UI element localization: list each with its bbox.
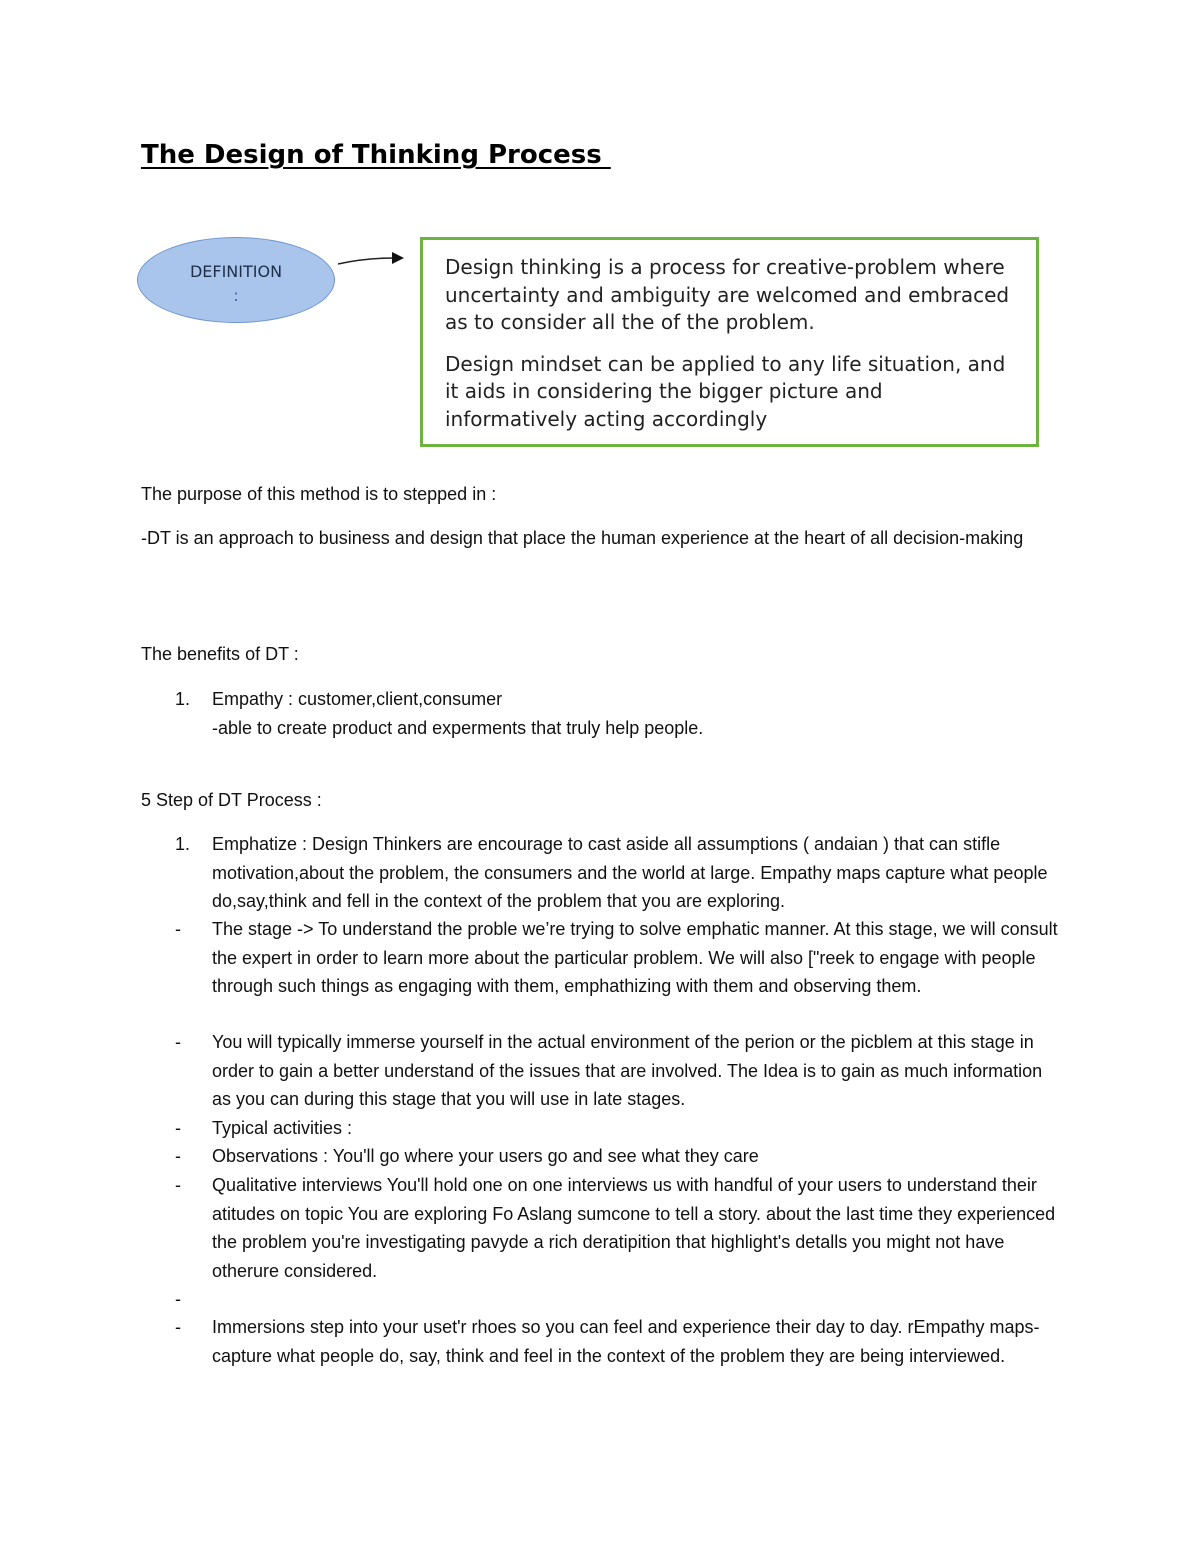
definition-paragraph-1: Design thinking is a process for creative-problem where uncertainty and ambiguity are welcomed and embraced as to consider all the of the problem.	[445, 255, 1010, 334]
step-text: Typical activities :	[212, 1118, 353, 1138]
step-text: Immersions step into your uset'r rhoes so you can feel and experience their day to day. rEmpathy maps- capture what people do, say, think and feel in the context of the problem they are being interviewed.	[212, 1317, 1040, 1366]
list-marker: -	[175, 1289, 181, 1309]
page-title: The Design of Thinking Process	[141, 140, 611, 170]
definition-paragraph-2: Design mindset can be applied to any life situation, and it aids in considering the bigger picture and informatively acting accordingly	[445, 351, 1006, 431]
benefit-line-2: -able to create product and experments that truly help people.	[212, 717, 704, 738]
list-marker: -	[175, 919, 181, 939]
definition-label: DEFINITION	[189, 262, 283, 281]
list-marker: -	[175, 1175, 181, 1195]
definition-box	[420, 237, 1039, 447]
purpose-heading: The purpose of this method is to stepped in :	[141, 484, 497, 504]
definition-colon: :	[233, 286, 239, 305]
list-marker: 1.	[175, 689, 191, 709]
benefit-item	[141, 685, 1061, 745]
list-marker: 1.	[175, 834, 191, 854]
step-text: Qualitative interviews You'll hold one on one interviews us with handful of your users to understand their atitudes on topic You are exploring Fo Aslang sumcone to tell a story. about the last time they experienced the problem you're investigating pavyde a rich deratipition that highlight's detalls you might not have otherure considered.	[212, 1175, 1056, 1281]
definition-ellipse	[137, 237, 335, 323]
list-marker: -	[175, 1032, 181, 1052]
step-text: You will typically immerse yourself in the actual environment of the perion or the picblem at this stage in order to gain a better understand of the issues that are involved. The Idea is to gain as much information as you can during this stage that you will use in late stages.	[212, 1032, 1043, 1109]
list-marker: -	[175, 1317, 181, 1337]
purpose-text: -DT is an approach to business and design that place the human experience at the heart of all decision-making	[141, 528, 1024, 548]
steps-heading: 5 Step of DT Process :	[141, 790, 322, 810]
benefits-heading: The benefits of DT :	[141, 644, 299, 664]
arrow-connector	[336, 248, 408, 270]
step-text: Observations : You'll go where your users go and see what they care	[212, 1146, 759, 1166]
list-marker: -	[175, 1146, 181, 1166]
list-marker: -	[175, 1118, 181, 1138]
step-text: Emphatize : Design Thinkers are encourage to cast aside all assumptions ( andaian ) that can stifle motivation,about the problem, the consumers and the world at large. Empathy maps capture what people do,say,think and fell in the context of the problem that you are exploring.	[212, 834, 1048, 911]
benefit-line-1: Empathy : customer,client,consumer	[212, 689, 503, 709]
step-text: The stage -> To understand the proble we’re trying to solve emphatic manner. At this stage, we will consult the expert in order to learn more about the particular problem. We will also ["reek to engage with people through such things as engaging with them, emphathizing with them and observing them.	[212, 919, 1058, 996]
